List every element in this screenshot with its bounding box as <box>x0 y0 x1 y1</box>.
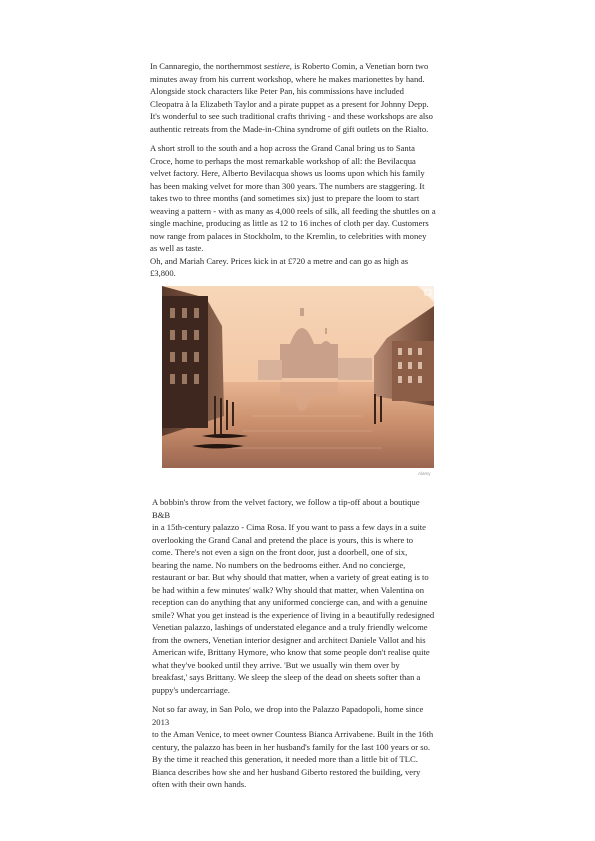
text-line: minutes away from his current workshop, where he makes marionettes by hand. <box>150 73 425 84</box>
text-line: restaurant or bar. But why should that matter, when a variety of great eating is to <box>152 572 429 582</box>
article-section-upper <box>150 60 450 287</box>
text-line: American wife, Brittany Hymore, who know that some people don't realise quite <box>152 647 430 657</box>
text-line: takes two to three months (and sometimes six) just to prepare the loom to start <box>150 193 420 203</box>
text-line: overlooking the Grand Canal and pretend the place is yours, this is where to <box>152 534 414 545</box>
text-line: smile? What you get instead is the experience of living in a beautifully redesigned <box>152 609 435 620</box>
text-line: come. There's not even a sign on the front door, just a doorbell, one of six, <box>152 547 408 557</box>
paragraph-cannaregio <box>150 60 450 135</box>
text-line: be had within a few minutes' walk? Why should that matter, when Valentina on <box>152 584 425 595</box>
text-line: to the Aman Venice, to meet owner Countess Bianca Arrivabene. Built in the 16th <box>152 729 434 739</box>
text-line: century, the palazzo has been in her husband's family for the last 100 years or so. <box>152 741 431 752</box>
text-line: weaving a pattern - with as many as 4,000 reels of silk, all feeding the shuttles on a <box>150 205 436 216</box>
text-line: as well as taste. <box>150 243 204 253</box>
text-line: from the owners, Venetian interior designer and architect Daniele Vallot and his <box>152 634 426 645</box>
article-section-lower <box>152 496 452 798</box>
text-line: It's wonderful to see such traditional crafts thriving - and these workshops are also <box>150 111 433 121</box>
text-line: In Cannaregio, the northernmost sestiere, is Roberto Comin, a Venetian born two <box>150 61 429 71</box>
text-line: bearing the name. No numbers on the bedrooms either. And no concierge, <box>152 559 406 570</box>
text-line: 2013 <box>152 716 170 727</box>
text-line: Cleopatra à la Elizabeth Taylor and a pirate puppet as a present for Johnny Depp. <box>150 98 429 109</box>
grand-canal-photo <box>162 286 434 468</box>
paragraph-palazzo-papadopoli <box>152 703 452 791</box>
photo-credit: Alamy <box>418 471 431 476</box>
text-line: Oh, and Mariah Carey. Prices kick in at £720 a metre and can go as high as <box>150 255 409 266</box>
text-line: Venetian palazzo, lashings of understated elegance and a truly friendly welcome <box>152 622 428 632</box>
text-line: in a 15th-century palazzo - Cima Rosa. If you want to pass a few days in a suite <box>152 522 426 532</box>
text-line: often with their own hands. <box>152 779 247 789</box>
text-line: Bianca describes how she and her husband Giberto restored the building, very <box>152 766 421 777</box>
text-line: A bobbin's throw from the velvet factory, we follow a tip-off about a boutique <box>152 497 420 507</box>
text-line: reception can do anything that any uniformed concierge can, and with a genuine <box>152 597 428 607</box>
text-line: B&B <box>152 509 171 520</box>
text-line: By the time it reached this generation, it needed more than a little bit of TLC. <box>152 754 418 764</box>
text-line: puppy's undercarriage. <box>152 684 230 695</box>
text-line: A short stroll to the south and a hop across the Grand Canal bring us to Santa <box>150 143 415 153</box>
text-line: Alongside stock characters like Peter Pan, his commissions have included <box>150 86 404 96</box>
text-line: what they've booked until they arrive. 'But we usually win them over by <box>152 659 400 670</box>
text-line: Not so far away, in San Polo, we drop into the Palazzo Papadopoli, home since <box>152 704 424 714</box>
text-line: Croce, home to perhaps the most remarkable workshop of all: the Bevilacqua <box>150 155 416 166</box>
paragraph-bevilacqua <box>150 142 450 280</box>
text-line: velvet factory. Here, Alberto Bevilacqua shows us looms upon which his family <box>150 168 425 178</box>
paragraph-cima-rosa <box>152 496 452 696</box>
text-line: authentic retreats from the Made-in-China syndrome of gift outlets on the Rialto. <box>150 123 429 134</box>
text-line: single machine, producing as little as 12 to 16 inches of cloth per day. Customers <box>150 218 429 228</box>
text-line: now range from palaces in Stockholm, to the Kremlin, to celebrities with money <box>150 230 427 241</box>
text-line: has been making velvet for more than 300 years. The numbers are staggering. It <box>150 180 425 191</box>
text-line: £3,800. <box>150 268 176 278</box>
text-line: breakfast,' says Brittany. We sleep the sleep of the dead on sheets softer than a <box>152 672 421 682</box>
italic-term: sestiere <box>263 61 290 71</box>
